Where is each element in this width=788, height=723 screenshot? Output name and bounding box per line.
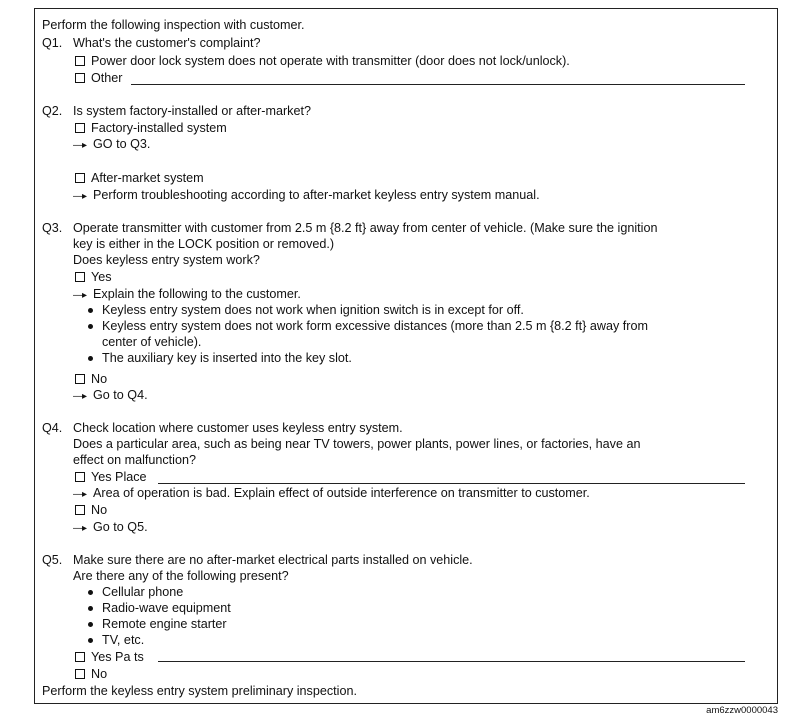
q3-bullet-1: Keyless entry system does not work when ignition switch is in except for off. bbox=[102, 303, 524, 317]
q1-option-other-label: Other bbox=[91, 71, 123, 85]
q4-line-2: Does a particular area, such as being near TV towers, power plants, power lines, or factories, have an bbox=[73, 437, 641, 451]
checkbox[interactable] bbox=[75, 669, 85, 679]
q2-option-factory-label: Factory-installed system bbox=[91, 121, 227, 135]
checkbox[interactable] bbox=[75, 374, 85, 384]
checkbox[interactable] bbox=[75, 505, 85, 515]
q4-number: Q4. bbox=[42, 421, 63, 435]
arrow-icon: —▸ bbox=[73, 391, 87, 402]
q4-line-1: Check location where customer uses keyless entry system. bbox=[73, 421, 403, 435]
q4-option-no[interactable] bbox=[75, 502, 107, 518]
bullet-icon bbox=[88, 590, 93, 595]
arrow-icon: —▸ bbox=[73, 140, 87, 151]
q5-item: TV, etc. bbox=[102, 633, 145, 647]
bullet-icon bbox=[88, 308, 93, 313]
q5-parts-fill-line[interactable] bbox=[158, 661, 745, 662]
q4-arrow-no-text: Go to Q5. bbox=[93, 520, 148, 534]
bullet-icon bbox=[88, 356, 93, 361]
checkbox[interactable] bbox=[75, 272, 85, 282]
q2-question: Is system factory-installed or after-market? bbox=[73, 104, 311, 118]
q5-item: Cellular phone bbox=[102, 585, 184, 599]
q3-option-yes-label: Yes bbox=[91, 270, 112, 284]
q5-item: Remote engine starter bbox=[102, 617, 227, 631]
q5-option-no-label: No bbox=[91, 667, 108, 681]
q3-line-2: key is either in the LOCK position or removed.) bbox=[73, 237, 335, 251]
q5-item: Radio-wave equipment bbox=[102, 601, 231, 615]
q5-option-no[interactable] bbox=[75, 666, 107, 682]
checkbox[interactable] bbox=[75, 123, 85, 133]
q5-line-2: Are there any of the following present? bbox=[73, 569, 289, 583]
q2-arrow-1-text: GO to Q3. bbox=[93, 137, 151, 151]
q4-line-3: effect on malfunction? bbox=[73, 453, 196, 467]
bullet-icon bbox=[88, 324, 93, 329]
bullet-icon bbox=[88, 622, 93, 627]
q5-number: Q5. bbox=[42, 553, 63, 567]
q1-option-other[interactable] bbox=[75, 70, 123, 86]
arrow-icon: —▸ bbox=[73, 523, 87, 534]
q3-line-1: Operate transmitter with customer from 2.5 m {8.2 ft} away from center of vehicle. (Make sure the ignition bbox=[73, 221, 658, 235]
q5-option-yes[interactable] bbox=[75, 649, 144, 665]
q4-option-yes-label: Yes Place bbox=[91, 470, 147, 484]
q3-arrow-no bbox=[73, 387, 148, 405]
figure-code: am6zzw0000043 bbox=[706, 705, 778, 716]
q4-option-yes[interactable] bbox=[75, 469, 147, 485]
q4-place-fill-line[interactable] bbox=[158, 483, 745, 484]
q2-option-aftermarket-label: After-market system bbox=[91, 171, 204, 185]
q3-arrow-yes-text: Explain the following to the customer. bbox=[93, 287, 301, 301]
q4-arrow-yes-text: Area of operation is bad. Explain effect of outside interference on transmitter to customer. bbox=[93, 486, 590, 500]
intro-text: Perform the following inspection with customer. bbox=[42, 18, 305, 32]
q5-line-1: Make sure there are no after-market electrical parts installed on vehicle. bbox=[73, 553, 473, 567]
q1-option-1-label: Power door lock system does not operate with transmitter (door does not lock/unlock). bbox=[91, 54, 570, 68]
checkbox[interactable] bbox=[75, 73, 85, 83]
q2-number: Q2. bbox=[42, 104, 63, 118]
q4-arrow-no bbox=[73, 519, 148, 537]
checkbox[interactable] bbox=[75, 652, 85, 662]
q1-question: What's the customer's complaint? bbox=[73, 36, 261, 50]
q3-bullet-2b: center of vehicle). bbox=[102, 335, 202, 349]
q5-option-yes-label: Yes Pa ts bbox=[91, 650, 144, 664]
q2-option-aftermarket[interactable] bbox=[75, 170, 204, 186]
q3-bullet-2a: Keyless entry system does not work form excessive distances (more than 2.5 m {8.2 ft} away from bbox=[102, 319, 648, 333]
q2-option-factory[interactable] bbox=[75, 120, 227, 136]
bullet-icon bbox=[88, 638, 93, 643]
q2-arrow-2 bbox=[73, 187, 540, 205]
checkbox[interactable] bbox=[75, 173, 85, 183]
arrow-icon: —▸ bbox=[73, 191, 87, 202]
q3-bullet-3: The auxiliary key is inserted into the key slot. bbox=[102, 351, 352, 365]
q1-number: Q1. bbox=[42, 36, 63, 50]
q3-number: Q3. bbox=[42, 221, 63, 235]
q3-line-3: Does keyless entry system work? bbox=[73, 253, 260, 267]
arrow-icon: —▸ bbox=[73, 489, 87, 500]
bullet-icon bbox=[88, 606, 93, 611]
q1-other-fill-line[interactable] bbox=[131, 84, 745, 85]
q4-option-no-label: No bbox=[91, 503, 108, 517]
arrow-icon: —▸ bbox=[73, 290, 87, 301]
q2-arrow-2-text: Perform troubleshooting according to after-market keyless entry system manual. bbox=[93, 188, 540, 202]
q2-arrow-1 bbox=[73, 136, 150, 154]
checkbox[interactable] bbox=[75, 472, 85, 482]
q4-arrow-yes bbox=[73, 485, 590, 503]
outro-text: Perform the keyless entry system preliminary inspection. bbox=[42, 684, 357, 698]
q3-option-no[interactable] bbox=[75, 371, 107, 387]
q3-option-yes[interactable] bbox=[75, 269, 112, 285]
q3-option-no-label: No bbox=[91, 372, 108, 386]
q1-option-1[interactable] bbox=[75, 53, 570, 69]
q3-arrow-no-text: Go to Q4. bbox=[93, 388, 148, 402]
checkbox[interactable] bbox=[75, 56, 85, 66]
